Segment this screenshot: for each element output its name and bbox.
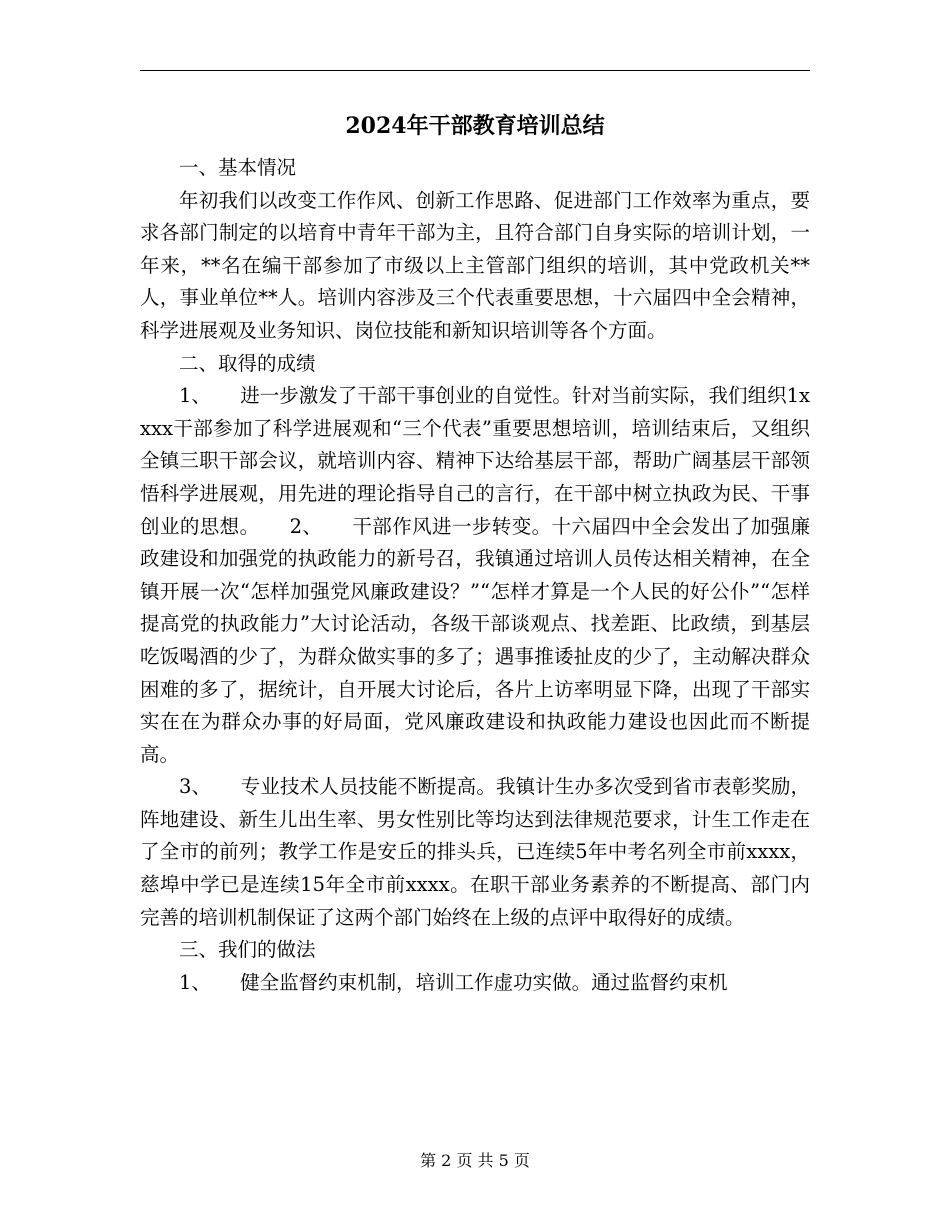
document-body [140,152,810,999]
page-footer: 第 2 页 共 5 页 [420,1151,530,1170]
section-heading-methods: 三、我们的做法 [179,938,316,962]
header-rule [140,70,810,71]
document-title: 2024年干部教育培训总结 [345,113,605,139]
section-heading-achievements: 二、取得的成绩 [179,351,316,375]
paragraph-method-1: 1、 健全监督约束机制，培训工作虚功实做。通过监督约束机 [179,970,728,994]
section-heading-basic: 一、基本情况 [179,156,297,179]
paragraph-basic-situation: 年初我们以改变工作作风、创新工作思路、促进部门工作效率为重点，要求各部门制定的以培育中青年干部为主，且符合部门自身实际的培训计划，一年来，**名在编干部参加了市级以上主管部门组织的培训，其中党政机关**人，事业单位**人。培训内容涉及三个代表重要思想，十六届四中全会精神，科学进展观及业务知识、岗位技能和新知识培训等各个方面。 [140,188,810,342]
paragraph-achievement-3: 3、 专业技术人员技能不断提高。我镇计生办多次受到省市表彰奖励，阵地建设、新生儿出生率、男女性别比等均达到法律规范要求，计生工作走在了全市的前列；教学工作是安丘的排头兵，已连续5年中考名列全市前xxxx，慈埠中学已是连续15年全市前xxxx。在职干部业务素养的不断提高、部门内完善的培训机制保证了这两个部门始终在上级的点评中取得好的成绩。 [140,775,810,929]
paragraph-achievement-1-2: 1、 进一步激发了干部干事创业的自觉性。针对当前实际，我们组织1xxxx干部参加了科学进展观和“三个代表”重要思想培训，培训结束后，又组织全镇三职干部会议，就培训内容、精神下达给基层干部，帮助广阔基层干部领悟科学进展观，用先进的理论指导自己的言行，在干部中树立执政为民、干事创业的思想。 2、 干部作风进一步转变。十六届四中全会发出了加强廉政建设和加强党的执政能力的新号召，我镇通过培训人员传达相关精神，在全镇开展一次“怎样加强党风廉政建设？”“怎样才算是一个人民的好公仆”“怎样提高党的执政能力”大讨论活动，各级干部谈观点、找差距、比政绩，到基层吃饭喝酒的少了，为群众做实事的多了；遇事推诿扯皮的少了，主动解决群众困难的多了，据统计，自开展大讨论后，各片上访率明显下降，出现了干部实实在在为群众办事的好局面，党风廉政建设和执政能力建设也因此而不断提高。 [140,384,810,766]
